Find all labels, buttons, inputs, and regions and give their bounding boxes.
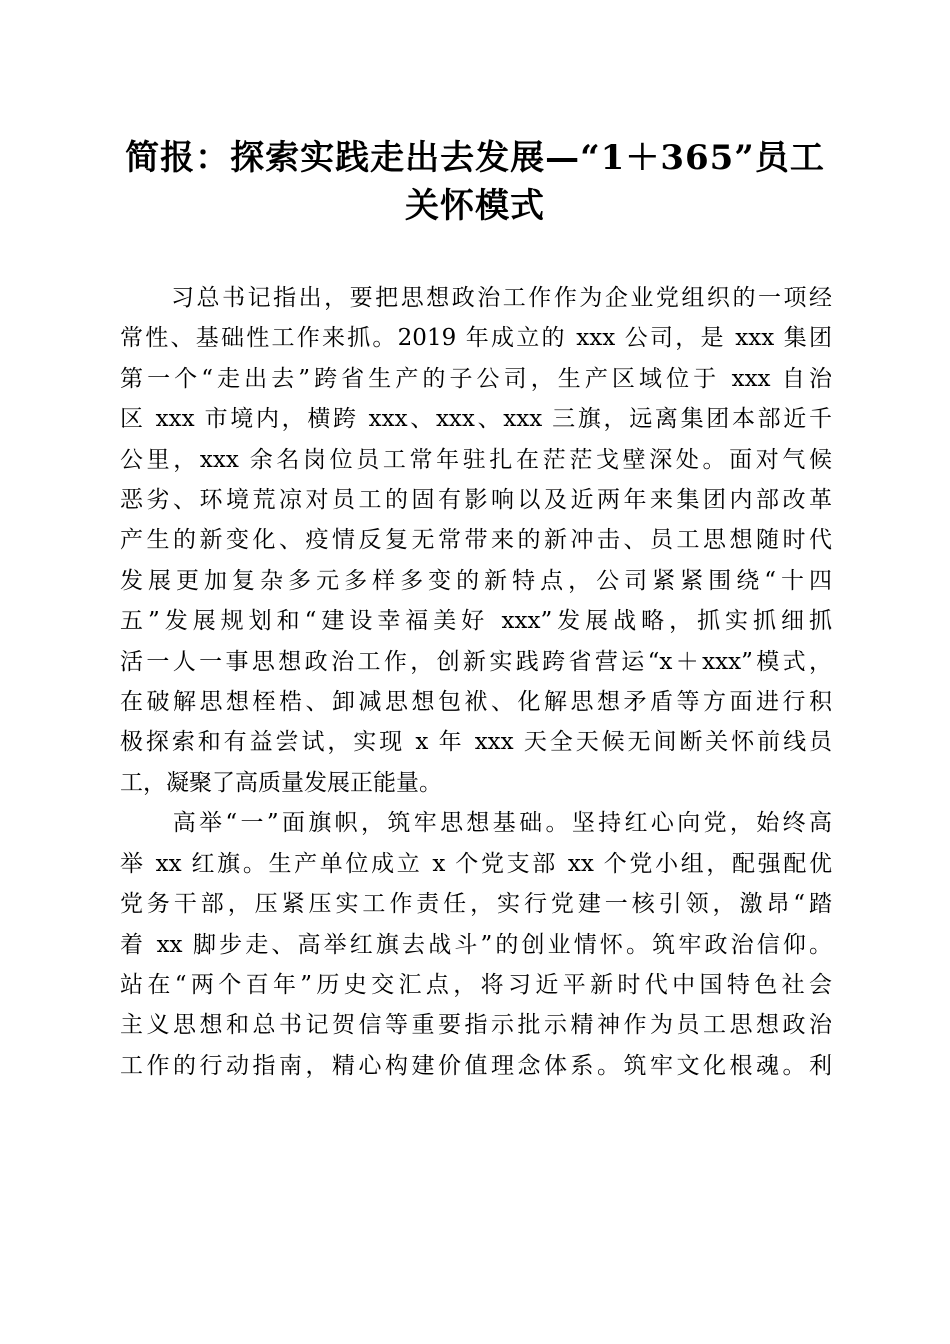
text-line: 工作的行动指南，精心构建价值理念体系。筑牢文化根魂。利 <box>120 1052 832 1079</box>
text-line: 站在“两个百年”历史交汇点，将习近平新时代中国特色社会 <box>120 971 832 998</box>
text-line: 在破解思想桎梏、卸减思想包袱、化解思想矛盾等方面进行积 <box>120 689 832 716</box>
text-line: 区 xxx 市境内，横跨 xxx、xxx、xxx 三旗，远离集团本部近千 <box>120 406 832 433</box>
text-line: 高举“一”面旗帜，筑牢思想基础。坚持红心向党，始终高 <box>120 810 832 837</box>
text-line: 常性、基础性工作来抓。2019 年成立的 xxx 公司，是 xxx 集团 <box>120 325 832 352</box>
text-line: 活一人一事思想政治工作，创新实践跨省营运“x＋xxx”模式， <box>120 648 832 675</box>
text-line: 发展更加复杂多元多样多变的新特点，公司紧紧围绕“十四 <box>120 567 832 594</box>
text-line: 公里，xxx 余名岗位员工常年驻扎在茫茫戈壁深处。面对气候 <box>120 446 832 473</box>
text-line: 极探索和有益尝试，实现 x 年 xxx 天全天候无间断关怀前线员 <box>120 729 832 756</box>
text-line: 主义思想和总书记贺信等重要指示批示精神作为员工思想政治 <box>120 1012 832 1039</box>
text-line: 产生的新变化、疫情反复无常带来的新冲击、员工思想随时代 <box>120 527 832 554</box>
document-title <box>100 134 850 230</box>
paragraph-intro <box>120 278 832 803</box>
text-line: 五”发展规划和“建设幸福美好 xxx”发展战略，抓实抓细抓 <box>120 608 832 635</box>
text-line: 习总书记指出，要把思想政治工作作为企业党组织的一项经 <box>120 285 832 311</box>
document-body <box>120 278 832 1086</box>
text-line: 工，凝聚了高质量发展正能量。 <box>120 769 442 796</box>
title-line: 简报：探索实践走出去发展—“1＋365”员工 <box>125 138 825 178</box>
paragraph-banner <box>120 803 832 1086</box>
text-line: 举 xx 红旗。生产单位成立 x 个党支部 xx 个党小组，配强配优 <box>120 850 832 877</box>
text-line: 着 xx 脚步走、高举红旗去战斗”的创业情怀。筑牢政治信仰。 <box>120 931 832 958</box>
text-line: 第一个“走出去”跨省生产的子公司，生产区域位于 xxx 自治 <box>120 365 832 392</box>
text-line: 恶劣、环境荒凉对员工的固有影响以及近两年来集团内部改革 <box>120 487 832 514</box>
text-line: 党务干部，压紧压实工作责任，实行党建一核引领，激昂“踏 <box>120 891 832 918</box>
title-line: 关怀模式 <box>405 186 545 226</box>
